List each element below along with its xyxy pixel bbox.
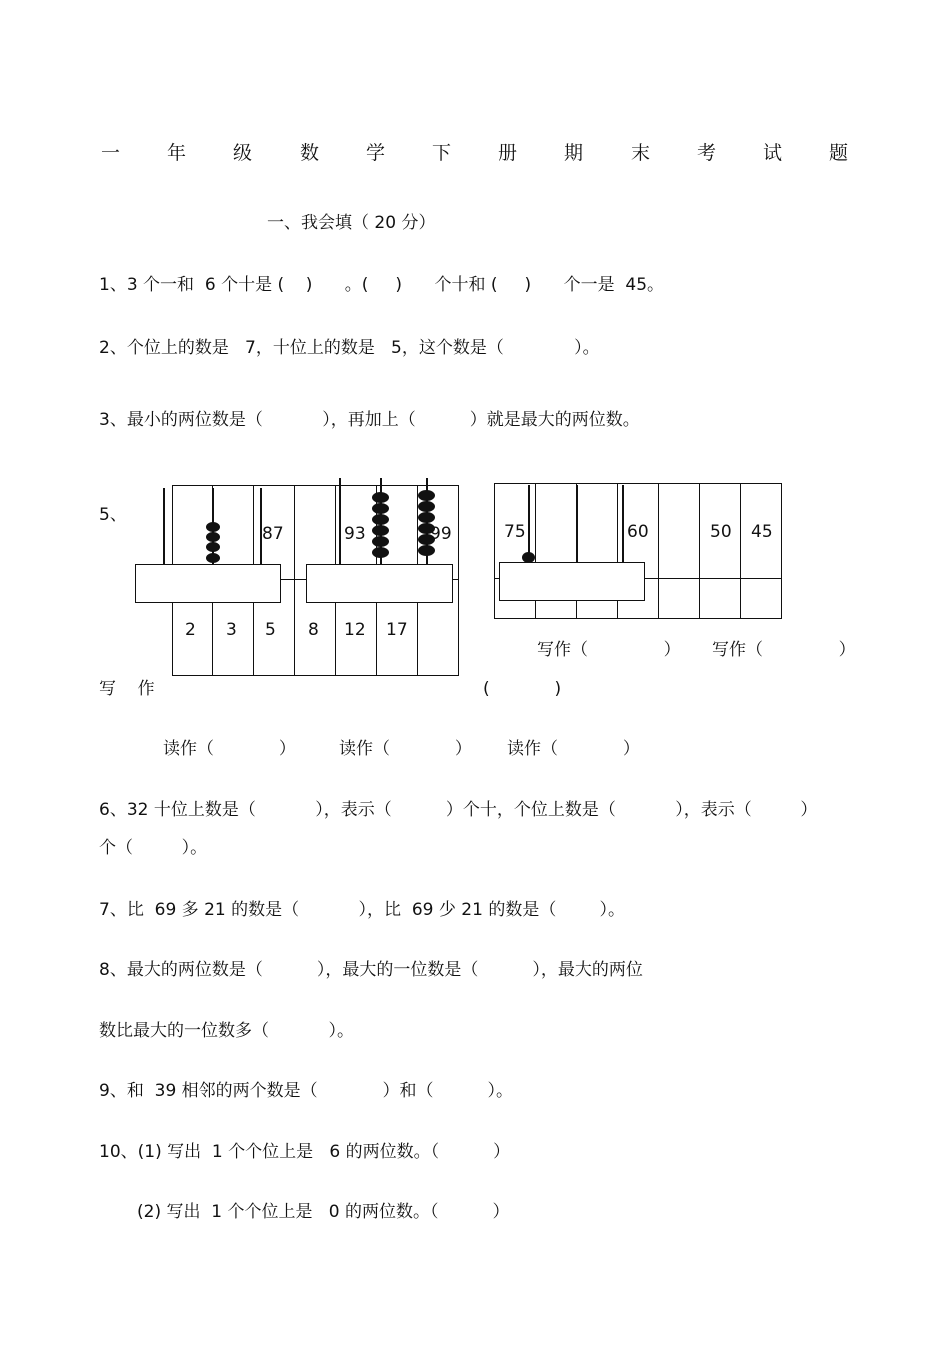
title-char: 考 bbox=[697, 142, 717, 164]
abacus-bead bbox=[372, 547, 389, 558]
chart-divider bbox=[699, 483, 700, 619]
abacus-base bbox=[499, 562, 645, 601]
chart-number: 5 bbox=[265, 620, 276, 640]
title-char: 级 bbox=[233, 142, 253, 164]
title-char: 学 bbox=[366, 142, 386, 164]
abacus-bead bbox=[206, 522, 220, 532]
read-answer-2: 读作（ ） bbox=[339, 739, 472, 759]
chart-number: 45 bbox=[751, 522, 773, 542]
abacus-base bbox=[135, 564, 281, 603]
chart-divider bbox=[294, 485, 295, 676]
abacus-bead bbox=[418, 501, 435, 512]
chart-number: 3 bbox=[226, 620, 237, 640]
chart-number: 99 bbox=[430, 524, 452, 544]
read-answer-1: 读作（ ） bbox=[163, 739, 296, 759]
title-char: 年 bbox=[167, 142, 187, 164]
chart-number: 50 bbox=[710, 522, 732, 542]
question-1: 1、3 个一和 6 个十是 ( ) 。( ) 个十和 ( ) 个一是 45。 bbox=[99, 275, 665, 295]
chart-number: 87 bbox=[262, 524, 284, 544]
chart-divider bbox=[658, 483, 659, 619]
title-char: 册 bbox=[498, 142, 518, 164]
question-10-part-1: 10、(1) 写出 1 个个位上是 6 的两位数。（ ） bbox=[99, 1142, 511, 1162]
title-char: 一 bbox=[101, 142, 121, 164]
chart-number: 17 bbox=[386, 620, 408, 640]
abacus-bead bbox=[372, 525, 389, 536]
title-char: 试 bbox=[763, 142, 783, 164]
title-char: 期 bbox=[564, 142, 584, 164]
write-answer-right-2: 写作（ ） bbox=[712, 640, 856, 660]
abacus-bead bbox=[206, 532, 220, 542]
question-8-line-1: 8、最大的两位数是（ ），最大的一位数是（ ），最大的两位 bbox=[99, 960, 643, 980]
abacus-bead bbox=[418, 545, 435, 556]
question-7: 7、比 69 多 21 的数是（ ），比 69 少 21 的数是（ ）。 bbox=[99, 900, 626, 920]
read-answer-3: 读作（ ） bbox=[507, 739, 640, 759]
abacus-bead bbox=[372, 514, 389, 525]
abacus-rod bbox=[622, 485, 624, 563]
abacus-bead bbox=[372, 503, 389, 514]
abacus-bead bbox=[418, 512, 435, 523]
section-heading: 一、我会填（ 20 分） bbox=[267, 213, 436, 233]
write-answer-left-paren: ( ) bbox=[483, 679, 562, 699]
question-6-line-1: 6、32 十位上数是（ ），表示（ ）个十，个位上数是（ ），表示（ ） bbox=[99, 800, 818, 820]
chart-number: 2 bbox=[185, 620, 196, 640]
abacus-rod bbox=[339, 478, 341, 564]
abacus-bead bbox=[372, 536, 389, 547]
abacus-bead bbox=[418, 490, 435, 501]
question-10-part-2: (2) 写出 1 个个位上是 0 的两位数。（ ） bbox=[137, 1202, 510, 1222]
chart-number: 8 bbox=[308, 620, 319, 640]
write-answer-left-label: 写 作 bbox=[99, 679, 155, 699]
chart-number: 93 bbox=[344, 524, 366, 544]
title-char: 下 bbox=[432, 142, 452, 164]
question-2: 2、个位上的数是 7，十位上的数是 5，这个数是（ ）。 bbox=[99, 338, 600, 358]
question-8-line-2: 数比最大的一位数多（ ）。 bbox=[99, 1021, 354, 1041]
abacus-rod bbox=[576, 485, 578, 563]
chart-divider bbox=[740, 483, 741, 619]
write-answer-right-1: 写作（ ） bbox=[537, 640, 681, 660]
chart-number: 12 bbox=[344, 620, 366, 640]
title-char: 数 bbox=[300, 142, 320, 164]
chart-number: 60 bbox=[627, 522, 649, 542]
title-char: 末 bbox=[631, 142, 651, 164]
question-5-label: 5、 bbox=[99, 505, 127, 525]
abacus-rod bbox=[163, 488, 165, 564]
chart-number: 75 bbox=[504, 522, 526, 542]
question-3: 3、最小的两位数是（ ），再加上（ ）就是最大的两位数。 bbox=[99, 410, 640, 430]
abacus-base bbox=[306, 564, 453, 603]
title-char: 题 bbox=[829, 142, 849, 164]
abacus-bead bbox=[206, 553, 220, 563]
question-9: 9、和 39 相邻的两个数是（ ）和（ ）。 bbox=[99, 1081, 514, 1101]
abacus-bead bbox=[372, 492, 389, 503]
abacus-bead bbox=[206, 542, 220, 552]
question-6-line-2: 个（ ）。 bbox=[99, 838, 208, 858]
